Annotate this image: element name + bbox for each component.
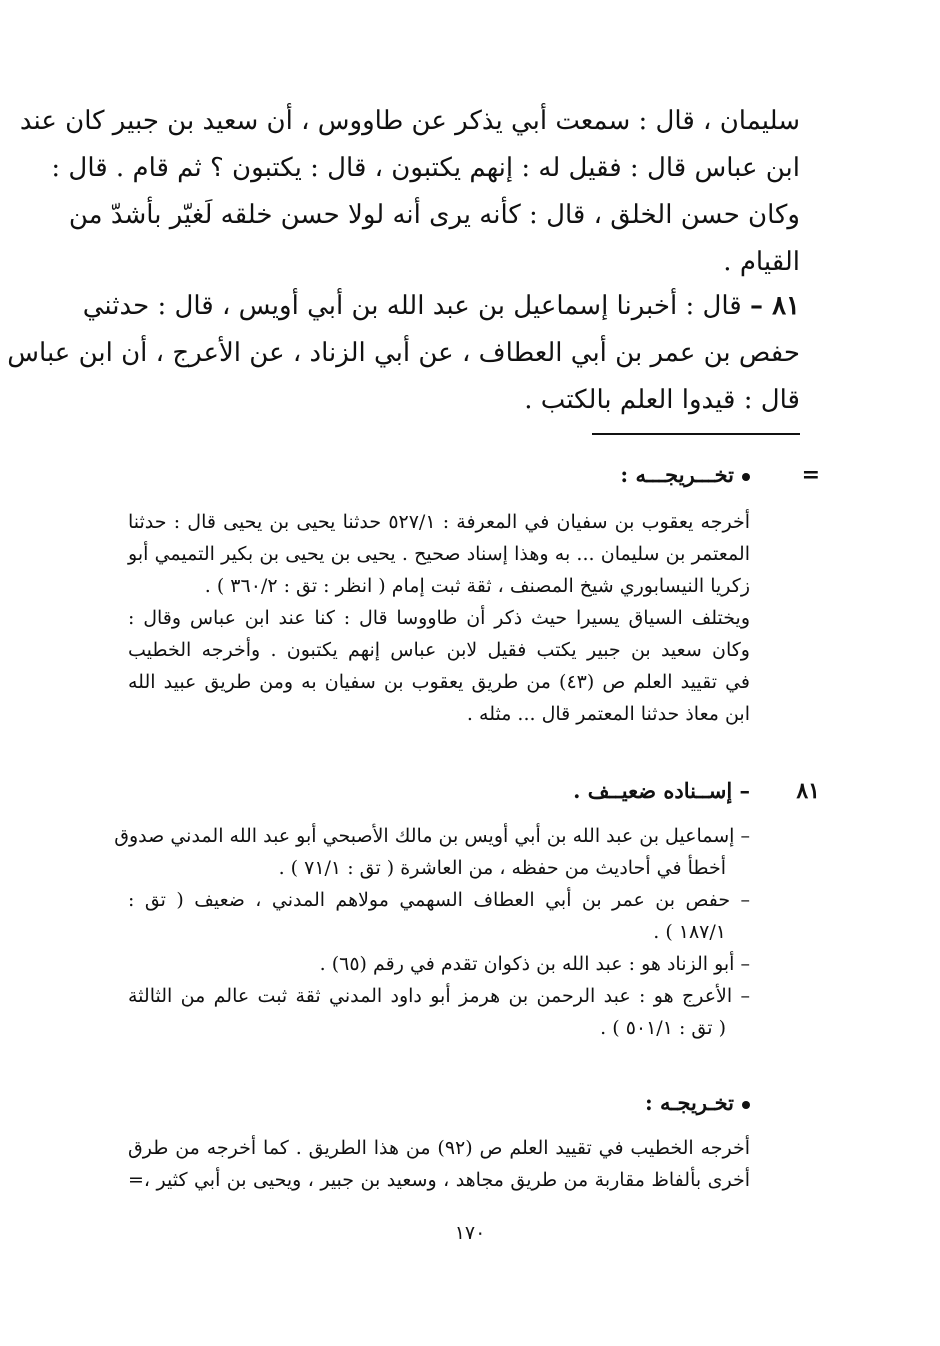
footnote-line: ويختلف السياق يسيرا حيث ذكر أن طاووسا قال : كنا عند ابن عباس وقال : (128, 607, 750, 629)
footnote-line: أخرجه الخطيب في تقييد العلم ص (٩٢) من هذا الطريق . كما أخرجه من طرق (128, 1137, 751, 1159)
footnote-81-number: ٨١ (796, 778, 820, 804)
footnote-line: ابن معاذ حدثنا المعتمر قال ... مثله . (466, 703, 750, 725)
hadith-number: ٨١ – (750, 291, 800, 321)
footnote-line: في تقييد العلم ص (٤٣) من طريق يعقوب بن سفيان به ومن طريق عبيد الله (128, 671, 750, 693)
narrators-block (114, 820, 750, 1044)
bullet-icon (742, 1101, 750, 1109)
footnote-line: – حفص بن عمر بن أبي العطاف السهمي مولاهم المدني ، ضعيف ( تق : (128, 889, 750, 911)
heading-text: تخـريجـه : (644, 1090, 734, 1115)
text-line: سليمان ، قال : سمعت أبي يذكر عن طاووس ، أن سعيد بن جبير كان عند (19, 106, 800, 136)
footnote-line: ( تق : ٥٠١/١ ) . (600, 1017, 726, 1039)
footnote-line: – أبو الزناد هو : عبد الله بن ذكوان تقدم في رقم (٦٥) . (319, 953, 750, 975)
main-paragraph-1 (19, 98, 800, 286)
footnote-line: – الأعرج هو : عبد الرحمن بن هرمز أبو داود المدني ثقة ثبت عالم من الثالثة (128, 985, 750, 1007)
takhrij-2-block (128, 1132, 750, 1196)
footnote-line: ١٨٧/١ ) . (653, 921, 726, 943)
text-line: ابن عباس قال : فقيل له : إنهم يكتبون ، قال : يكتبون ؟ ثم قام . قال : (51, 153, 800, 183)
takhrij-heading-2 (645, 1090, 750, 1115)
text-line: قال : قيدوا العلم بالكتب . (524, 385, 800, 415)
hadith-first-line: قال : أخبرنا إسماعيل بن عبد الله بن أبي أويس ، قال : حدثني (82, 291, 742, 321)
footnote-line: أخرجه يعقوب بن سفيان في المعرفة : ٥٢٧/١ حدثنا يحيى بن يحيى قال : حدثنا (128, 511, 750, 533)
isnad-weak-heading: – إســناده ضعيــف . (573, 778, 750, 803)
takhrij-1-block (128, 506, 750, 730)
footnote-line: زكريا النيسابوري شيخ المصنف ، ثقة ثبت إمام ( انظر : تق : ٣٦٠/٢ ) . (204, 575, 750, 597)
footnote-line: – إسماعيل بن عبد الله بن أبي أويس بن مالك الأصبحي أبو عبد الله المدني صدوق (114, 825, 750, 847)
heading-text: تخـــريجـــه : (620, 462, 734, 487)
text-line: حفص بن عمر بن أبي العطاف ، عن أبي الزناد ، عن الأعرج ، أن ابن عباس (7, 338, 800, 368)
page-number: ١٧٠ (454, 1222, 486, 1244)
hadith-81-paragraph (7, 283, 800, 424)
text-line: وكان حسن الخلق ، قال : كأنه يرى أنه لولا حسن خلقه لَغيّر بأشدّ من (68, 200, 800, 230)
bullet-icon (742, 473, 750, 481)
footnote-line: المعتمر بن سليمان ... به وهذا إسناد صحيح . يحيى بن يحيى بن بكير التميمي أبو (128, 543, 750, 565)
footnote-line: وكان سعيد بن جبير يكتب فقيل لابن عباس إنهم يكتبون . وأخرجه الخطيب (128, 639, 750, 661)
text-line: القيام . (723, 247, 800, 277)
footnote-line: أخطأ في أحاديث من حفظه ، من العاشرة ( تق : ٧١/١ ) . (278, 857, 726, 879)
footnote-line: أخرى بألفاظ مقاربة من طريق مجاهد ، وسعيد بن جبير ، ويحيى بن أبي كثير ،= (128, 1169, 750, 1191)
text-line (82, 283, 800, 330)
footnote-separator (592, 433, 800, 435)
continuation-mark: = (801, 462, 820, 488)
takhrij-heading-1 (620, 462, 750, 487)
